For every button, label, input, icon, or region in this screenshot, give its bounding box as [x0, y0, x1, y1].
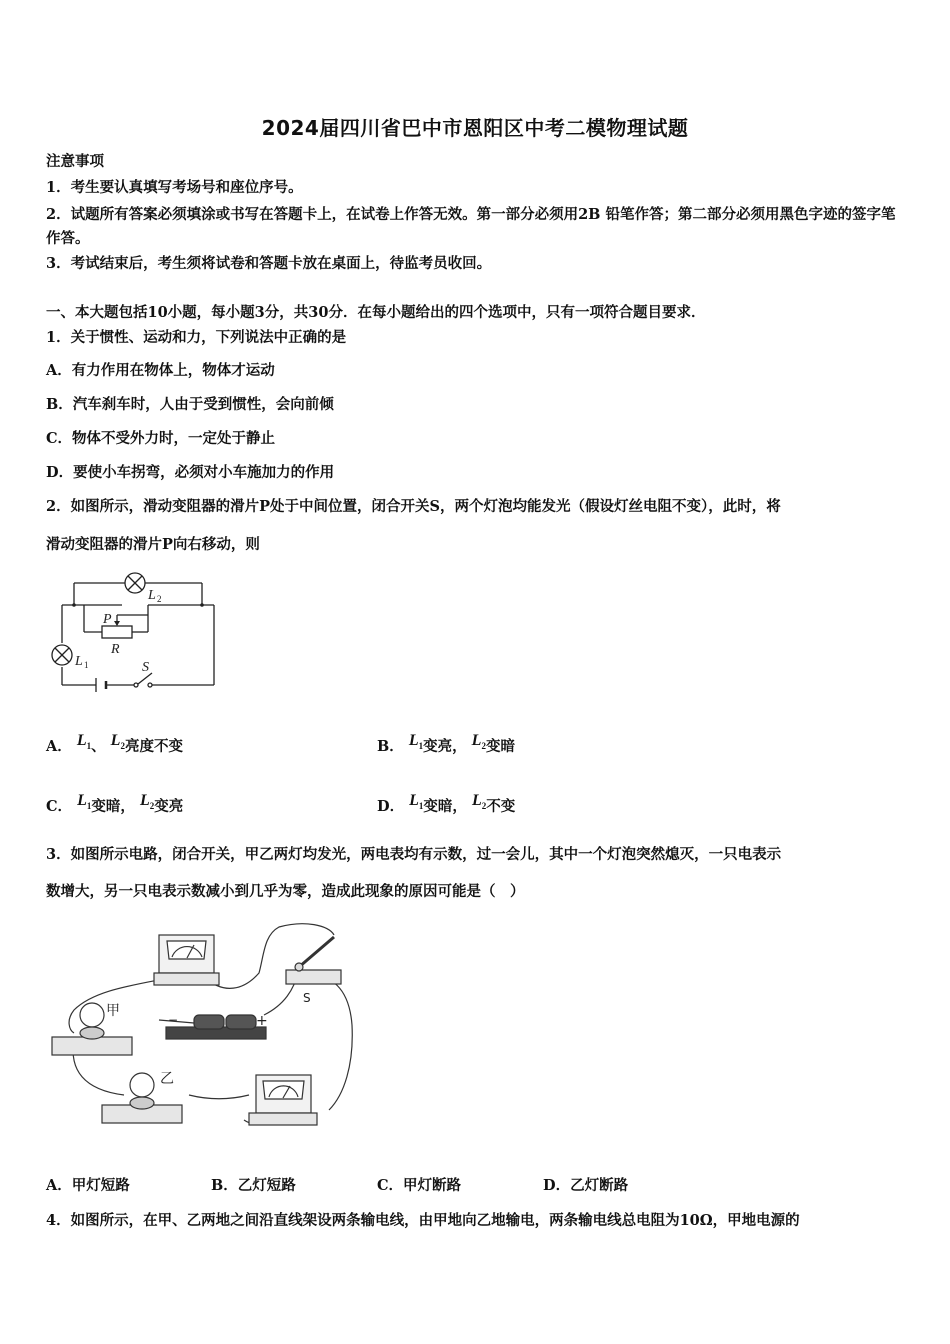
q1-option-b: B．汽车刹车时，人由于受到惯性，会向前倾: [46, 396, 334, 413]
q3-fig-label-minus: −: [168, 1013, 179, 1027]
q2-fig-label-p: P: [103, 612, 112, 627]
q3-fig-label-plus: +: [256, 1013, 268, 1029]
q1-option-a: A．有力作用在物体上，物体才运动: [46, 362, 275, 379]
q2-fig-label-l2: L: [148, 588, 156, 603]
q3-option-d: D．乙灯断路: [543, 1177, 629, 1194]
q2-option-c: C． $L_1$变暗， $L_2$变亮: [46, 792, 184, 815]
notice-item-1: 1．考生要认真填写考场号和座位序号。: [46, 179, 303, 196]
q3-stem-line1: 3．如图所示电路，闭合开关，甲乙两灯均发光，两电表均有示数，过一会儿，其中一个灯泡突然熄灭，一只电表示: [46, 846, 782, 863]
q3-stem-line2: 数增大，另一只电表示数减小到几乎为零，造成此现象的原因可能是（ ）: [46, 883, 525, 900]
q3-fig-label-s: S: [303, 991, 311, 1005]
q4-stem-line1: 4．如图所示，在甲、乙两地之间沿直线架设两条输电线，由甲地向乙地输电，两条输电线总电阻为10Ω，甲地电源的: [46, 1212, 800, 1229]
q1-option-d: D．要使小车拐弯，必须对小车施加力的作用: [46, 464, 335, 481]
q3-fig-label-jia: 甲: [106, 1003, 120, 1019]
q2-fig-label-l1: L: [75, 654, 83, 669]
q3-circuit-figure: [44, 915, 364, 1140]
q2-stem-line2: 滑动变阻器的滑片P向右移动，则: [46, 536, 260, 553]
q2-circuit-figure: [44, 565, 224, 695]
notice-heading: 注意事项: [46, 153, 104, 170]
q2-option-a: A． $L_1$、 $L_2$亮度不变: [46, 732, 183, 755]
notice-item-3: 3．考试结束后，考生须将试卷和答题卡放在桌面上，待监考员收回。: [46, 255, 492, 272]
q3-option-b: B．乙灯短路: [211, 1177, 296, 1194]
q1-stem: 1．关于惯性、运动和力，下列说法中正确的是: [46, 329, 347, 346]
q2-fig-label-l1-sub: 1: [84, 660, 89, 670]
page-title: 2024届四川省巴中市恩阳区中考二模物理试题: [261, 116, 689, 140]
q2-option-d: D． $L_1$变暗， $L_2$不变: [377, 792, 516, 815]
q2-stem-line1: 2．如图所示，滑动变阻器的滑片P处于中间位置，闭合开关S，两个灯泡均能发光（假设灯丝电阻不变），此时，将: [46, 498, 781, 515]
q2-fig-label-l2-sub: 2: [157, 594, 162, 604]
q1-option-c: C．物体不受外力时，一定处于静止: [46, 430, 276, 447]
notice-item-2: 2．试题所有答案必须填涂或书写在答题卡上，在试卷上作答无效。第一部分必须用2B 铅笔作答；第二部分必须用黑色字迹的签字笔作答。: [46, 206, 896, 247]
section-1-heading: 一、本大题包括10小题，每小题3分，共30分．在每小题给出的四个选项中，只有一项符合题目要求．: [46, 304, 706, 321]
q2-option-b: B． $L_1$变亮， $L_2$变暗: [377, 732, 515, 755]
q3-fig-label-yi: 乙: [160, 1071, 174, 1087]
q3-option-a: A．甲灯短路: [46, 1177, 130, 1194]
q2-fig-label-r: R: [111, 642, 120, 657]
q3-option-c: C．甲灯断路: [377, 1177, 462, 1194]
q2-fig-label-s: S: [142, 660, 149, 675]
